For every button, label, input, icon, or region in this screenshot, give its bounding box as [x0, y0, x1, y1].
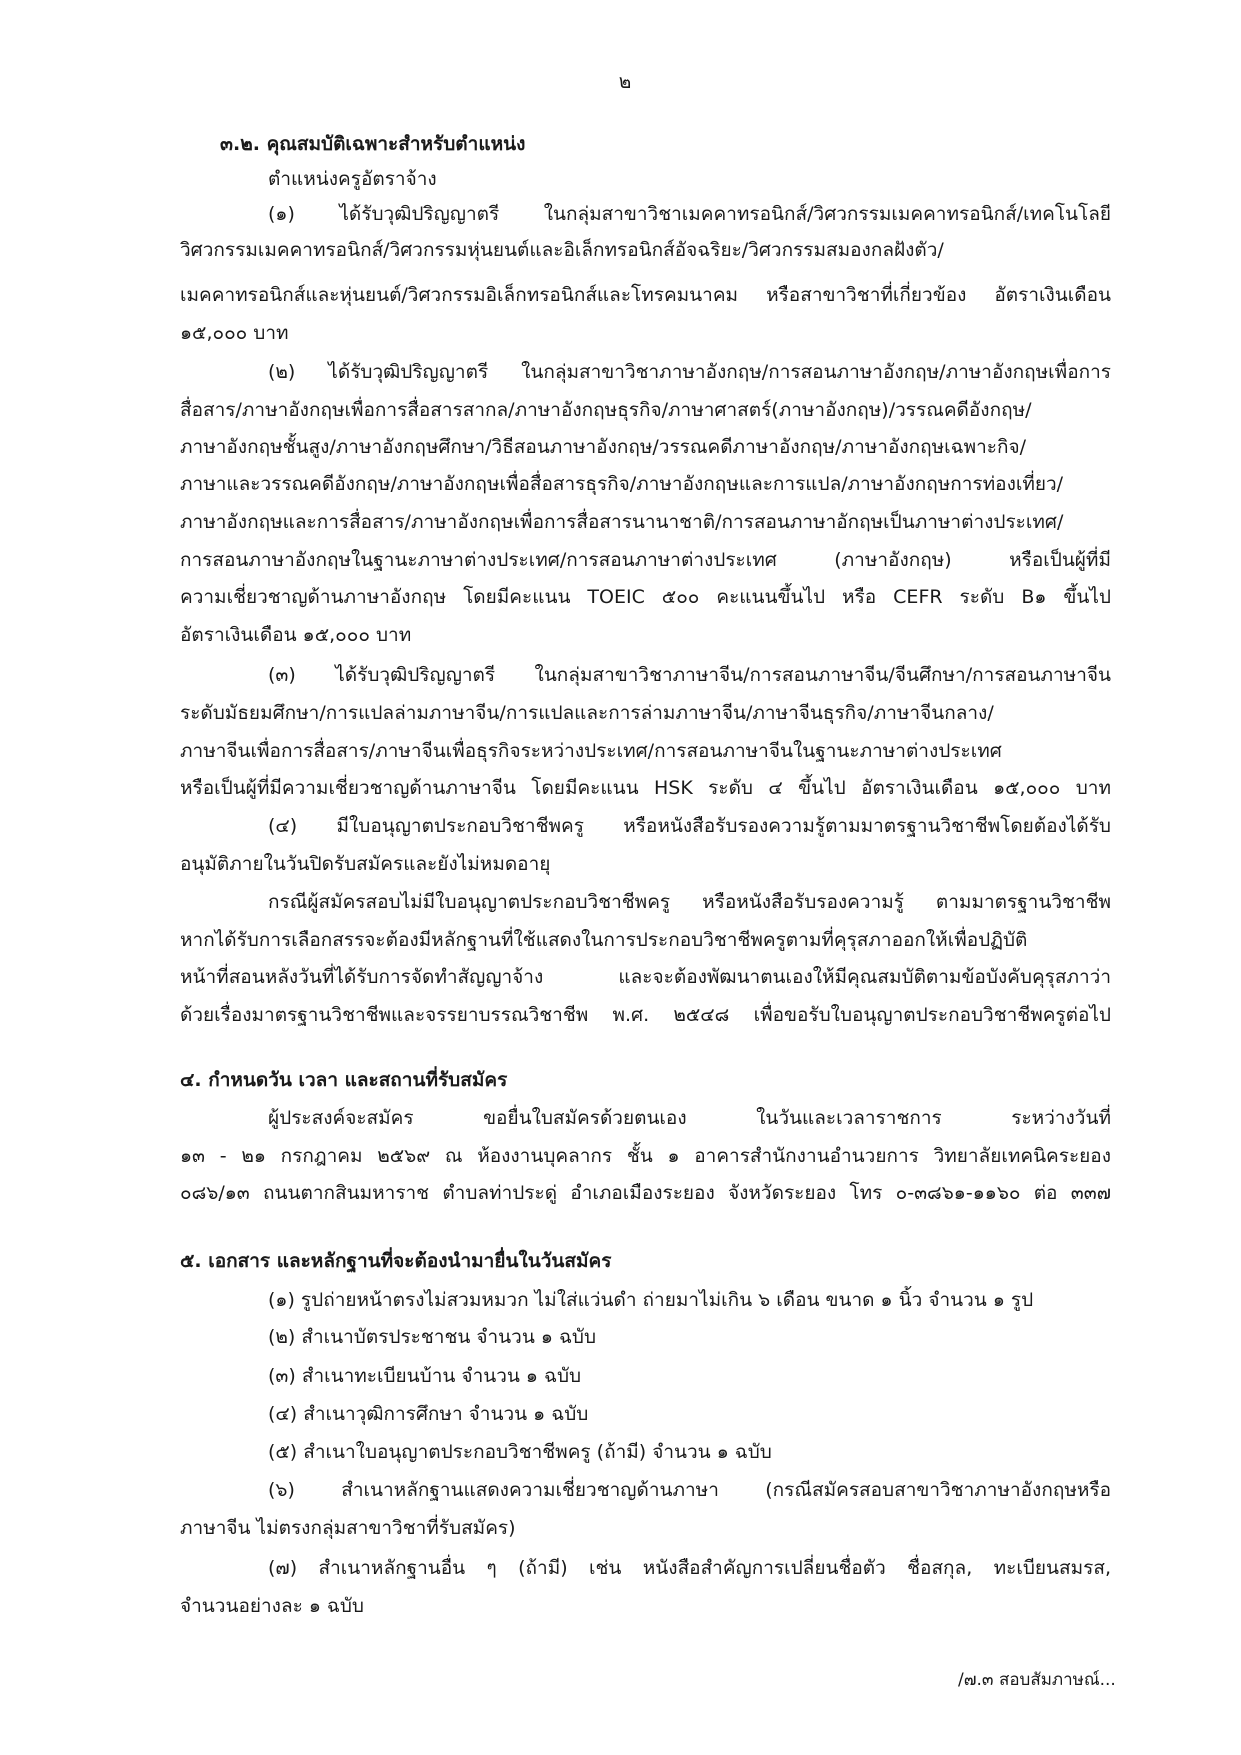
- doc-item-6-line1: (๖) สำเนาหลักฐานแสดงความเชี่ยวชาญด้านภาษา (กรณีสมัครสอบสาขาวิชาภาษาอังกฤษหรือ: [268, 1479, 1111, 1501]
- section-4-line3: ๐๘๖/๑๓ ถนนตากสินมหาราช ตำบลท่าประดู่ อำเภอเมืองระยอง จังหวัดระยอง โทร ๐-๓๘๖๑-๑๑๖๐ ต่อ ๓๓๗: [180, 1182, 1111, 1204]
- doc-item-1: (๑) รูปถ่ายหน้าตรงไม่สวมหมวก ไม่ใส่แว่นดำ ถ่ายมาไม่เกิน ๖ เดือน ขนาด ๑ นิ้ว จำนวน ๑ รูป: [268, 1289, 1034, 1311]
- item2-line6: การสอนภาษาอังกฤษในฐานะภาษาต่างประเทศ/การสอนภาษาต่างประเทศ (ภาษาอังกฤษ) หรือเป็นผู้ที่มี: [180, 549, 1111, 571]
- item1-line1: (๑) ได้รับวุฒิปริญญาตรี ในกลุ่มสาขาวิชาเมคคาทรอนิกส์/วิศวกรรมเมคคาทรอนิกส์/เทคโนโลยี: [268, 203, 1111, 225]
- item4-line1: (๔) มีใบอนุญาตประกอบวิชาชีพครู หรือหนังสือรับรองความรู้ตามมาตรฐานวิชาชีพโดยต้องได้รับ: [268, 815, 1111, 837]
- item2-line7: ความเชี่ยวชาญด้านภาษาอังกฤษ โดยมีคะแนน TOEIC ๕๐๐ คะแนนขึ้นไป หรือ CEFR ระดับ B๑ ขึ้นไป: [180, 586, 1111, 608]
- item3-line2: ระดับมัธยมศึกษา/การแปลล่ามภาษาจีน/การแปลและการล่ามภาษาจีน/ภาษาจีนธุรกิจ/ภาษาจีนกลาง/: [180, 702, 994, 724]
- doc-item-7-line2: จำนวนอย่างละ ๑ ฉบับ: [180, 1595, 364, 1617]
- item1-line2: วิศวกรรมเมคคาทรอนิกส์/วิศวกรรมหุ่นยนต์และอิเล็กทรอนิกส์อัจฉริยะ/วิศวกรรมสมองกลฝังตัว/: [180, 239, 944, 261]
- continuation-footer: /๗.๓ สอบสัมภาษณ์...: [958, 1670, 1116, 1690]
- note-line4: ด้วยเรื่องมาตรฐานวิชาชีพและจรรยาบรรณวิชาชีพ พ.ศ. ๒๕๔๘ เพื่อขอรับใบอนุญาตประกอบวิชาชีพครูต่อไป: [180, 1004, 1111, 1026]
- item3-line1: (๓) ได้รับวุฒิปริญญาตรี ในกลุ่มสาขาวิชาภาษาจีน/การสอนภาษาจีน/จีนศึกษา/การสอนภาษาจีน: [268, 664, 1111, 686]
- doc-item-4: (๔) สำเนาวุฒิการศึกษา จำนวน ๑ ฉบับ: [268, 1403, 589, 1425]
- item2-line2: สื่อสาร/ภาษาอังกฤษเพื่อการสื่อสารสากล/ภาษาอังกฤษธุรกิจ/ภาษาศาสตร์(ภาษาอังกฤษ)/วรรณคดีอังกฤษ/: [180, 399, 1032, 421]
- section-3-2-heading: ๓.๒. คุณสมบัติเฉพาะสำหรับตำแหน่ง: [220, 133, 526, 155]
- item3-line3: ภาษาจีนเพื่อการสื่อสาร/ภาษาจีนเพื่อธุรกิจระหว่างประเทศ/การสอนภาษาจีนในฐานะภาษาต่างประเทศ: [180, 740, 1002, 762]
- doc-item-5: (๕) สำเนาใบอนุญาตประกอบวิชาชีพครู (ถ้ามี) จำนวน ๑ ฉบับ: [268, 1441, 772, 1463]
- note-line1: กรณีผู้สมัครสอบไม่มีใบอนุญาตประกอบวิชาชีพครู หรือหนังสือรับรองความรู้ ตามมาตรฐานวิชาชีพ: [268, 891, 1111, 913]
- item2-line1: (๒) ได้รับวุฒิปริญญาตรี ในกลุ่มสาขาวิชาภาษาอังกฤษ/การสอนภาษาอังกฤษ/ภาษาอังกฤษเพื่อการ: [268, 361, 1111, 383]
- page-number: ๒: [618, 71, 632, 93]
- doc-item-7-line1: (๗) สำเนาหลักฐานอื่น ๆ (ถ้ามี) เช่น หนังสือสำคัญการเปลี่ยนชื่อตัว ชื่อสกุล, ทะเบียนสมรส,: [268, 1557, 1111, 1579]
- item1-line4: ๑๕,๐๐๐ บาท: [180, 322, 289, 344]
- item2-line4: ภาษาและวรรณคดีอังกฤษ/ภาษาอังกฤษเพื่อสื่อสารธุรกิจ/ภาษาอังกฤษและการแปล/ภาษาอังกฤษการท่องเที่ยว/: [180, 473, 1064, 495]
- position-title: ตำแหน่งครูอัตราจ้าง: [268, 168, 437, 190]
- note-line2: หากได้รับการเลือกสรรจะต้องมีหลักฐานที่ใช้แสดงในการประกอบวิชาชีพครูตามที่คุรุสภาออกให้เพื่อปฏิบัติ: [180, 929, 1028, 951]
- note-line3: หน้าที่สอนหลังวันที่ได้รับการจัดทำสัญญาจ้าง และจะต้องพัฒนาตนเองให้มีคุณสมบัติตามข้อบังคับคุรุสภาว่า: [180, 966, 1111, 988]
- doc-item-3: (๓) สำเนาทะเบียนบ้าน จำนวน ๑ ฉบับ: [268, 1365, 582, 1387]
- item2-line3: ภาษาอังกฤษชั้นสูง/ภาษาอังกฤษศึกษา/วิธีสอนภาษาอังกฤษ/วรรณคดีภาษาอังกฤษ/ภาษาอังกฤษเฉพาะกิจ/: [180, 436, 1027, 458]
- doc-item-2: (๒) สำเนาบัตรประชาชน จำนวน ๑ ฉบับ: [268, 1326, 597, 1348]
- section-4-line2: ๑๓ - ๒๑ กรกฎาคม ๒๕๖๙ ณ ห้องงานบุคลากร ชั้น ๑ อาคารสำนักงานอำนวยการ วิทยาลัยเทคนิคระยอง: [180, 1145, 1111, 1167]
- doc-item-6-line2: ภาษาจีน ไม่ตรงกลุ่มสาขาวิชาที่รับสมัคร): [180, 1517, 516, 1539]
- item2-line5: ภาษาอังกฤษและการสื่อสาร/ภาษาอังกฤษเพื่อการสื่อสารนานาชาติ/การสอนภาษาอักฤษเป็นภาษาต่างประเทศ/: [180, 511, 1064, 533]
- item4-line2: อนุมัติภายในวันปิดรับสมัครและยังไม่หมดอายุ: [180, 853, 551, 875]
- item1-line3: เมคคาทรอนิกส์และหุ่นยนต์/วิศวกรรมอิเล็กทรอนิกส์และโทรคมนาคม หรือสาขาวิชาที่เกี่ยวข้อง อัตราเงินเดือน: [180, 284, 1111, 306]
- item3-line4: หรือเป็นผู้ที่มีความเชี่ยวชาญด้านภาษาจีน โดยมีคะแนน HSK ระดับ ๔ ขึ้นไป อัตราเงินเดือน ๑๕,๐๐๐ บาท: [180, 777, 1111, 799]
- section-4-line1: ผู้ประสงค์จะสมัคร ขอยื่นใบสมัครด้วยตนเอง ในวันและเวลาราชการ ระหว่างวันที่: [268, 1107, 1111, 1129]
- section-4-heading: ๔. กำหนดวัน เวลา และสถานที่รับสมัคร: [180, 1069, 508, 1091]
- item2-line8: อัตราเงินเดือน ๑๕,๐๐๐ บาท: [180, 624, 412, 646]
- section-5-heading: ๕. เอกสาร และหลักฐานที่จะต้องนำมายื่นในวันสมัคร: [180, 1250, 612, 1272]
